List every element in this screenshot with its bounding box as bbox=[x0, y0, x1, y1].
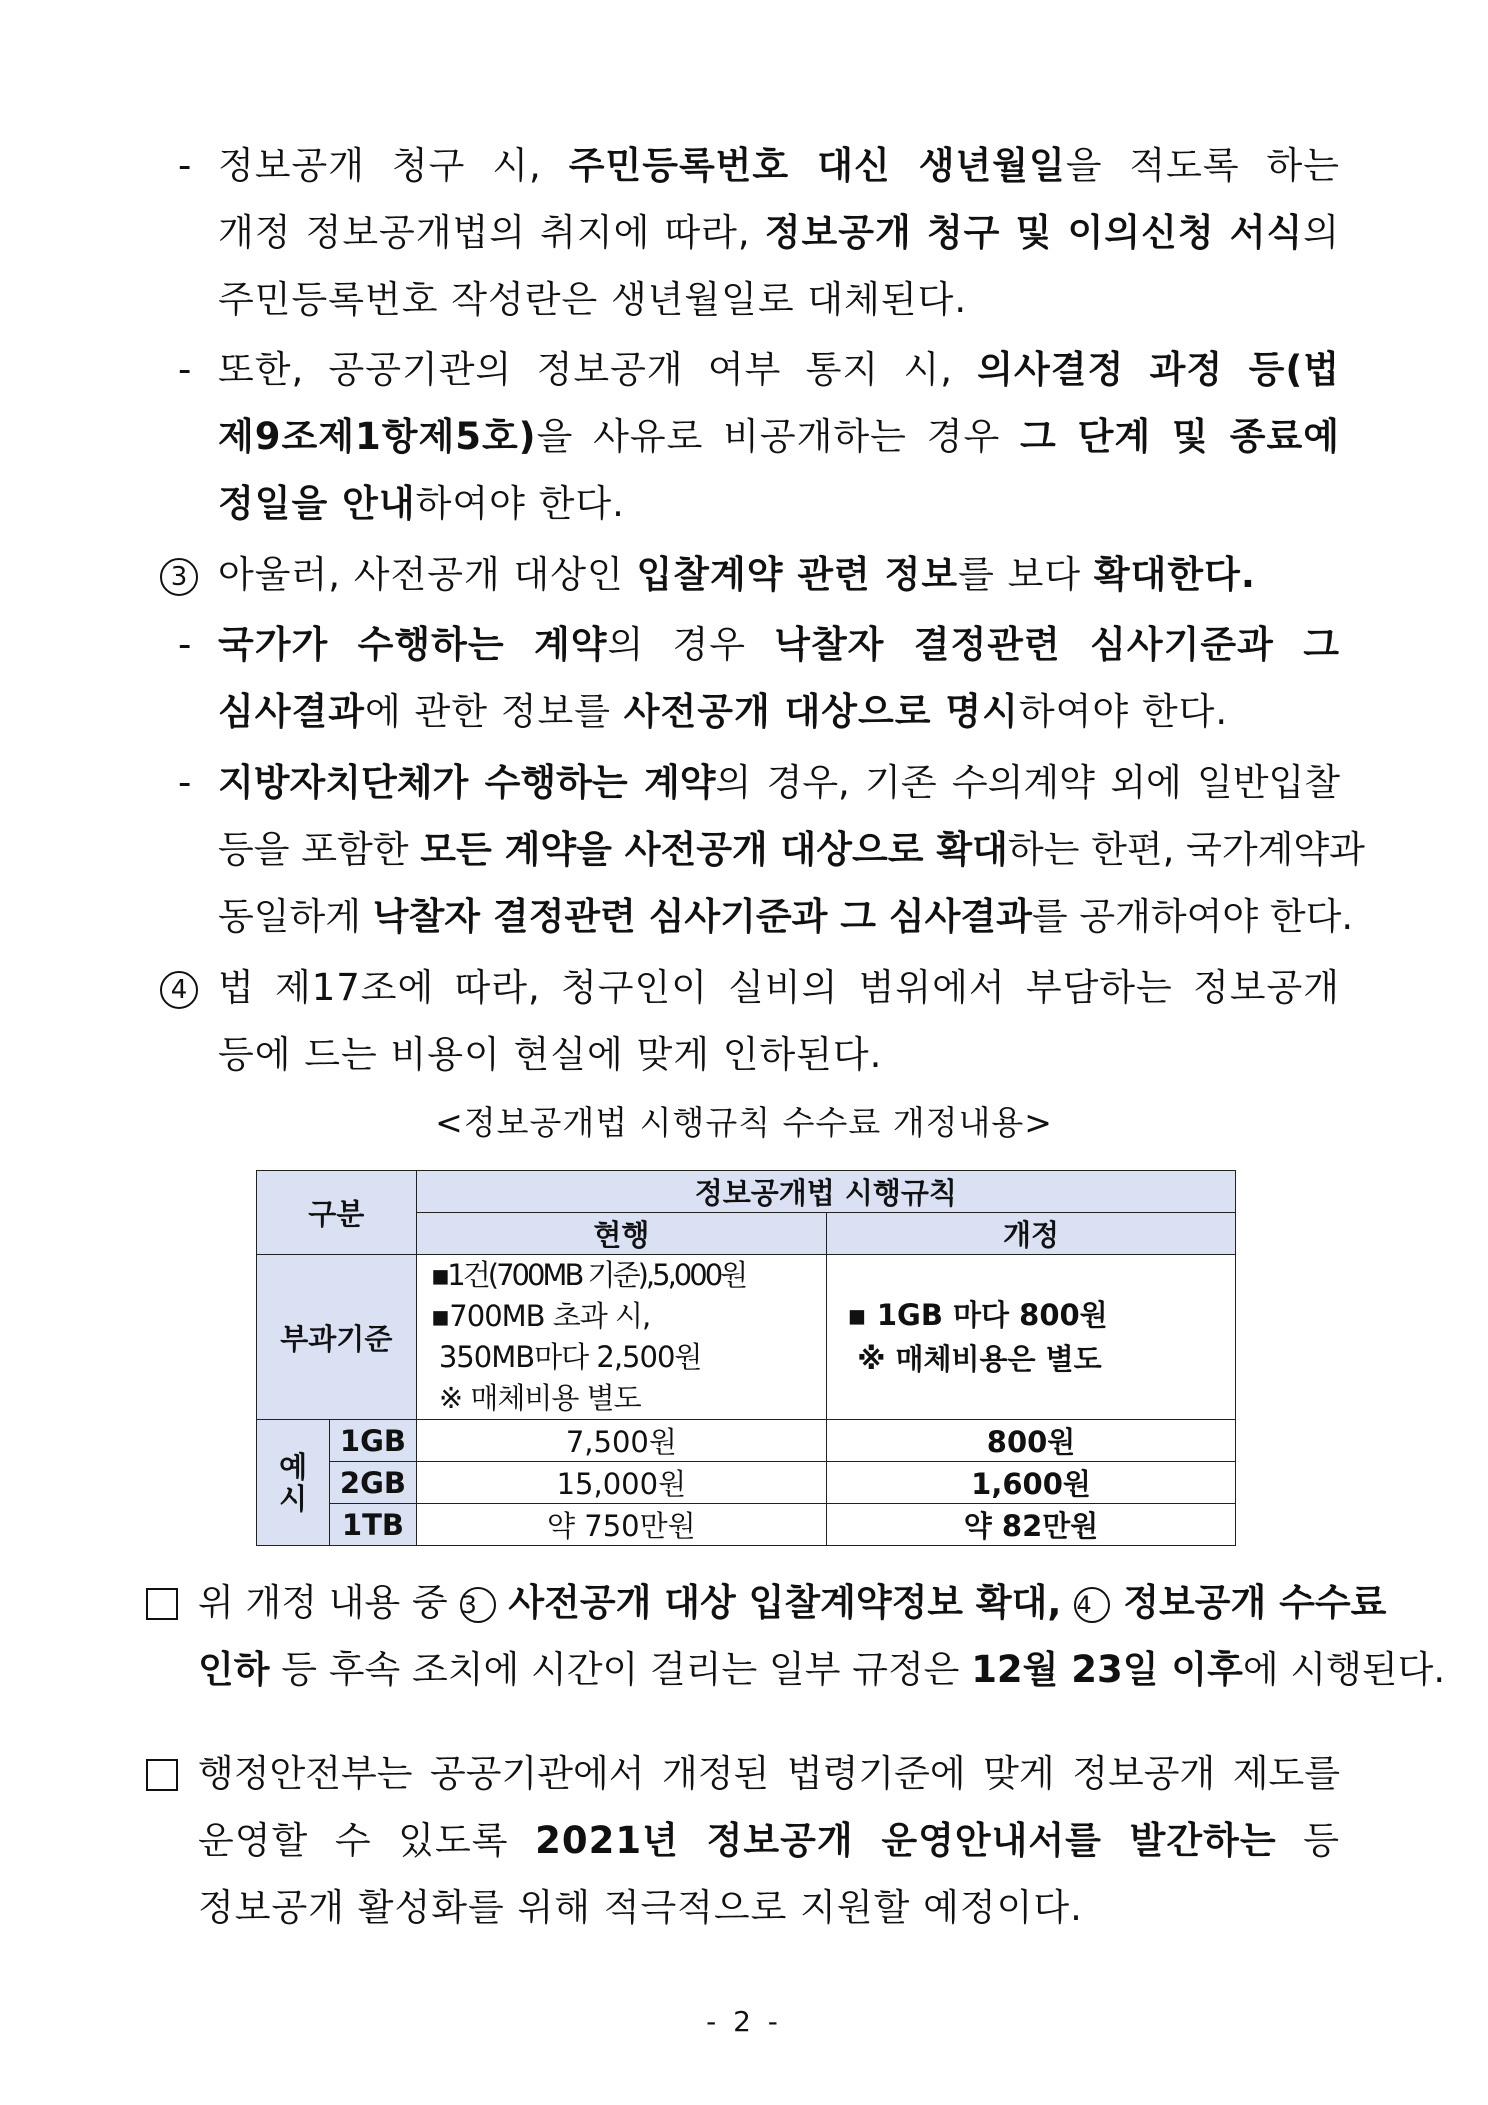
bold-text-run: 낙찰자 결정관련 심사기준과 그 bbox=[774, 623, 1340, 666]
example-size: 1TB bbox=[330, 1504, 416, 1546]
p3-line1 bbox=[218, 545, 1256, 605]
p7-line2 bbox=[198, 1640, 1446, 1700]
text-run: 을 사유로 비공개하는 경우 bbox=[536, 415, 1021, 458]
p1-line1 bbox=[218, 136, 1340, 196]
bold-text-run: 모든 계약을 사전공개 대상으로 확대 bbox=[420, 828, 1008, 871]
example-current: 15,000원 bbox=[416, 1462, 826, 1504]
bold-text-run: 입찰계약 관련 정보 bbox=[636, 553, 959, 596]
circled-number-4: 4 bbox=[160, 971, 198, 1009]
example-label-char: 예 bbox=[279, 1449, 308, 1484]
text-run: 의 bbox=[1303, 211, 1340, 254]
bold-text-run: 낙찰자 결정관련 심사기준과 그 심사결과 bbox=[372, 895, 1032, 938]
p2-line2 bbox=[218, 407, 1340, 467]
text-run: 에 관한 정보를 bbox=[364, 690, 624, 733]
bold-text-run: 인하 bbox=[198, 1648, 270, 1691]
text-run: 를 공개하여야 한다. bbox=[1031, 895, 1354, 938]
text-run: 의 경우 bbox=[607, 623, 775, 666]
text-run: 에 시행된다. bbox=[1242, 1648, 1446, 1691]
text-run: 정보공개 청구 시, bbox=[218, 144, 569, 187]
circled-number: 4 bbox=[1074, 1587, 1110, 1623]
p6-line2: 등에 드는 비용이 현실에 맞게 인하된다. bbox=[218, 1033, 883, 1076]
bold-text-run: 정보공개 수수료 bbox=[1110, 1581, 1387, 1624]
p8-line1: 행정안전부는 공공기관에서 개정된 법령기준에 맞게 정보공개 제도를 bbox=[198, 1752, 1340, 1795]
table-caption: <정보공개법 시행규칙 수수료 개정내용> bbox=[435, 1103, 1053, 1142]
bold-text-run: 정보공개 청구 및 이의신청 서식 bbox=[764, 211, 1304, 254]
text-run: 개정 정보공개법의 취지에 따라, bbox=[218, 211, 765, 254]
example-revised: 약 82만원 bbox=[827, 1504, 1236, 1546]
p1-line3: 주민등록번호 작성란은 생년월일로 대체된다. bbox=[218, 278, 968, 321]
bold-text-run: 의사결정 과정 등(법 bbox=[977, 348, 1340, 391]
current-basis-line: ▪1건(700MB 기준),5,000원 bbox=[430, 1258, 746, 1292]
bullet-dash: - bbox=[178, 623, 192, 666]
p2-line1 bbox=[218, 340, 1340, 400]
circled-number-3: 3 bbox=[160, 558, 198, 596]
bold-text-run: 사전공개 대상 입찰계약정보 확대, bbox=[495, 1581, 1075, 1624]
p5-line2 bbox=[218, 820, 1365, 880]
circled-number: 3 bbox=[460, 1587, 496, 1623]
example-current: 약 750만원 bbox=[416, 1504, 826, 1546]
bold-text-run: 확대한다. bbox=[1093, 553, 1256, 596]
p5-line1 bbox=[218, 753, 1340, 813]
text-run: 등을 포함한 bbox=[218, 828, 421, 871]
text-run: 아울러, 사전공개 대상인 bbox=[218, 553, 637, 596]
example-label-char: 시 bbox=[279, 1481, 308, 1516]
p1-line2 bbox=[218, 203, 1340, 263]
bold-text-run: 국가가 수행하는 계약 bbox=[218, 623, 608, 666]
text-run: 를 보다 bbox=[958, 553, 1094, 596]
p5-line3 bbox=[218, 887, 1354, 947]
bold-text-run: 주민등록번호 대신 생년월일 bbox=[568, 144, 1066, 187]
checkbox-square-icon bbox=[146, 1588, 178, 1620]
bold-text-run: 12월 23일 이후 bbox=[971, 1648, 1243, 1691]
table-header-category: 구분 bbox=[257, 1171, 417, 1255]
current-basis-line: ▪700MB 초과 시, bbox=[430, 1299, 651, 1333]
current-basis-cell bbox=[416, 1255, 826, 1420]
p8-line3: 정보공개 활성화를 위해 적극적으로 지원할 예정이다. bbox=[198, 1886, 1083, 1929]
text-run: 의 경우, 기존 수의계약 외에 일반입찰 bbox=[715, 761, 1340, 804]
example-size: 2GB bbox=[330, 1462, 416, 1504]
example-current: 7,500원 bbox=[416, 1420, 826, 1462]
row-label-basis: 부과기준 bbox=[257, 1255, 417, 1420]
text-run: 위 개정 내용 중 bbox=[198, 1581, 460, 1624]
text-run: 하는 한편, 국가계약과 bbox=[1007, 828, 1365, 871]
text-run: 하여야 한다. bbox=[1018, 690, 1229, 733]
bold-text-run: 제9조제1항제5호) bbox=[218, 415, 537, 458]
bold-text-run: 지방자치단체가 수행하는 계약 bbox=[218, 761, 716, 804]
table-header-current: 현행 bbox=[416, 1213, 826, 1255]
bullet-dash: - bbox=[178, 348, 192, 391]
text-run: 등 bbox=[1276, 1819, 1340, 1862]
p8-line2 bbox=[198, 1811, 1340, 1871]
bullet-dash: - bbox=[178, 761, 192, 804]
p7-line1 bbox=[198, 1573, 1387, 1633]
revised-basis-cell bbox=[827, 1255, 1236, 1420]
example-size: 1GB bbox=[330, 1420, 416, 1462]
bullet-dash: - bbox=[178, 144, 192, 187]
revised-basis-line: ※ 매체비용은 별도 bbox=[847, 1342, 1102, 1376]
table-header-group: 정보공개법 시행규칙 bbox=[416, 1171, 1235, 1213]
page-number: - 2 - bbox=[706, 2005, 782, 2038]
bold-text-run: 2021년 정보공개 운영안내서를 발간하는 bbox=[535, 1819, 1277, 1862]
text-run: 등 후속 조치에 시간이 걸리는 일부 규정은 bbox=[269, 1648, 972, 1691]
bold-text-run: 사전공개 대상으로 명시 bbox=[623, 690, 1019, 733]
revised-basis-line: ▪ 1GB 마다 800원 bbox=[847, 1298, 1108, 1332]
bold-text-run: 정일을 안내 bbox=[218, 482, 416, 525]
text-run: 운영할 수 있도록 bbox=[198, 1819, 536, 1862]
text-run: 동일하게 bbox=[218, 895, 373, 938]
example-revised: 800원 bbox=[827, 1420, 1236, 1462]
p2-line3 bbox=[218, 474, 625, 534]
text-run: 하여야 한다. bbox=[415, 482, 625, 525]
p4-line2 bbox=[218, 682, 1228, 742]
text-run: 또한, 공공기관의 정보공개 여부 통지 시, bbox=[218, 348, 978, 391]
bold-text-run: 심사결과 bbox=[218, 690, 365, 733]
current-basis-line: ※ 매체비용 별도 bbox=[430, 1381, 641, 1415]
checkbox-square-icon bbox=[146, 1759, 178, 1791]
current-basis-line: 350MB마다 2,500원 bbox=[430, 1340, 702, 1374]
example-revised: 1,600원 bbox=[827, 1462, 1236, 1504]
text-run: 을 적도록 하는 bbox=[1065, 144, 1340, 187]
bold-text-run: 그 단계 및 종료예 bbox=[1020, 415, 1340, 458]
p6-line1: 법 제17조에 따라, 청구인이 실비의 범위에서 부담하는 정보공개 bbox=[218, 966, 1340, 1009]
p4-line1 bbox=[218, 615, 1340, 675]
table-header-revised: 개정 bbox=[827, 1213, 1236, 1255]
fee-table bbox=[256, 1170, 1236, 1546]
row-label-example bbox=[257, 1420, 330, 1546]
example-label bbox=[263, 1451, 323, 1515]
